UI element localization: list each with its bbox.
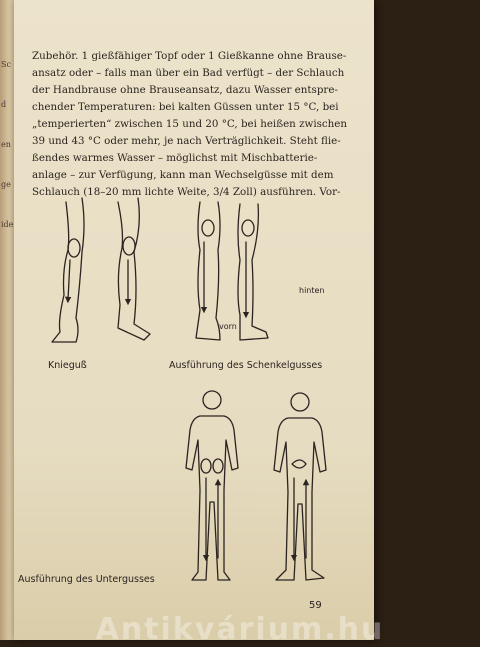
edge-fragment: ge <box>1 180 11 189</box>
body-text <box>32 48 352 201</box>
knee-affusion-leg-front-drawing <box>52 198 84 342</box>
edge-fragment: Sc <box>1 60 11 69</box>
text-line: 39 und 43 °C oder mehr, je nach Verträglichkeit. Steht flie- <box>32 135 341 147</box>
thigh-affusion-leg-back-drawing <box>238 204 268 340</box>
text-line: Schlauch (18–20 mm lichte Weite, 3/4 Zoll) ausführen. Vor- <box>32 186 341 198</box>
lower-affusion-figure-front-drawing <box>186 391 238 580</box>
text-line: ansatz oder – falls man über ein Bad verfügt – der Schlauch <box>32 67 345 79</box>
edge-fragment: en <box>1 140 11 149</box>
edge-fragment: ide <box>1 220 14 229</box>
thigh-affusion-leg-front-drawing <box>196 202 220 340</box>
lower-affusion-caption: Ausführung des Untergusses <box>18 574 155 585</box>
text-line: „temperierten“ zwischen 15 und 20 °C, bei heißen zwischen <box>32 118 348 130</box>
text-line: anlage – zur Verfügung, kann man Wechselgüsse mit dem <box>32 169 334 181</box>
lower-affusion-figure-back-drawing <box>274 393 326 580</box>
label-hinten: hinten <box>299 286 325 295</box>
text-line: chender Temperaturen: bei kalten Güssen unter 15 °C, bei <box>32 101 339 113</box>
page-number: 59 <box>309 600 322 611</box>
book-page <box>14 0 374 640</box>
knee-affusion-caption: Knieguß <box>48 360 87 371</box>
text-line: Zubehör. 1 gießfähiger Topf oder 1 Gießkanne ohne Brause- <box>32 50 347 62</box>
watermark: Antikvárium.hu <box>95 612 385 647</box>
text-line: der Handbrause ohne Brauseansatz, dazu Wasser entspre- <box>32 84 338 96</box>
knee-affusion-leg-side-drawing <box>118 198 150 340</box>
text-line: ßendes warmes Wasser – möglichst mit Mischbatterie- <box>32 152 318 164</box>
label-vorn: vorn <box>219 322 237 331</box>
thigh-affusion-caption: Ausführung des Schenkelgusses <box>169 360 323 371</box>
illustrations <box>14 190 374 600</box>
edge-fragment: d <box>1 100 7 109</box>
